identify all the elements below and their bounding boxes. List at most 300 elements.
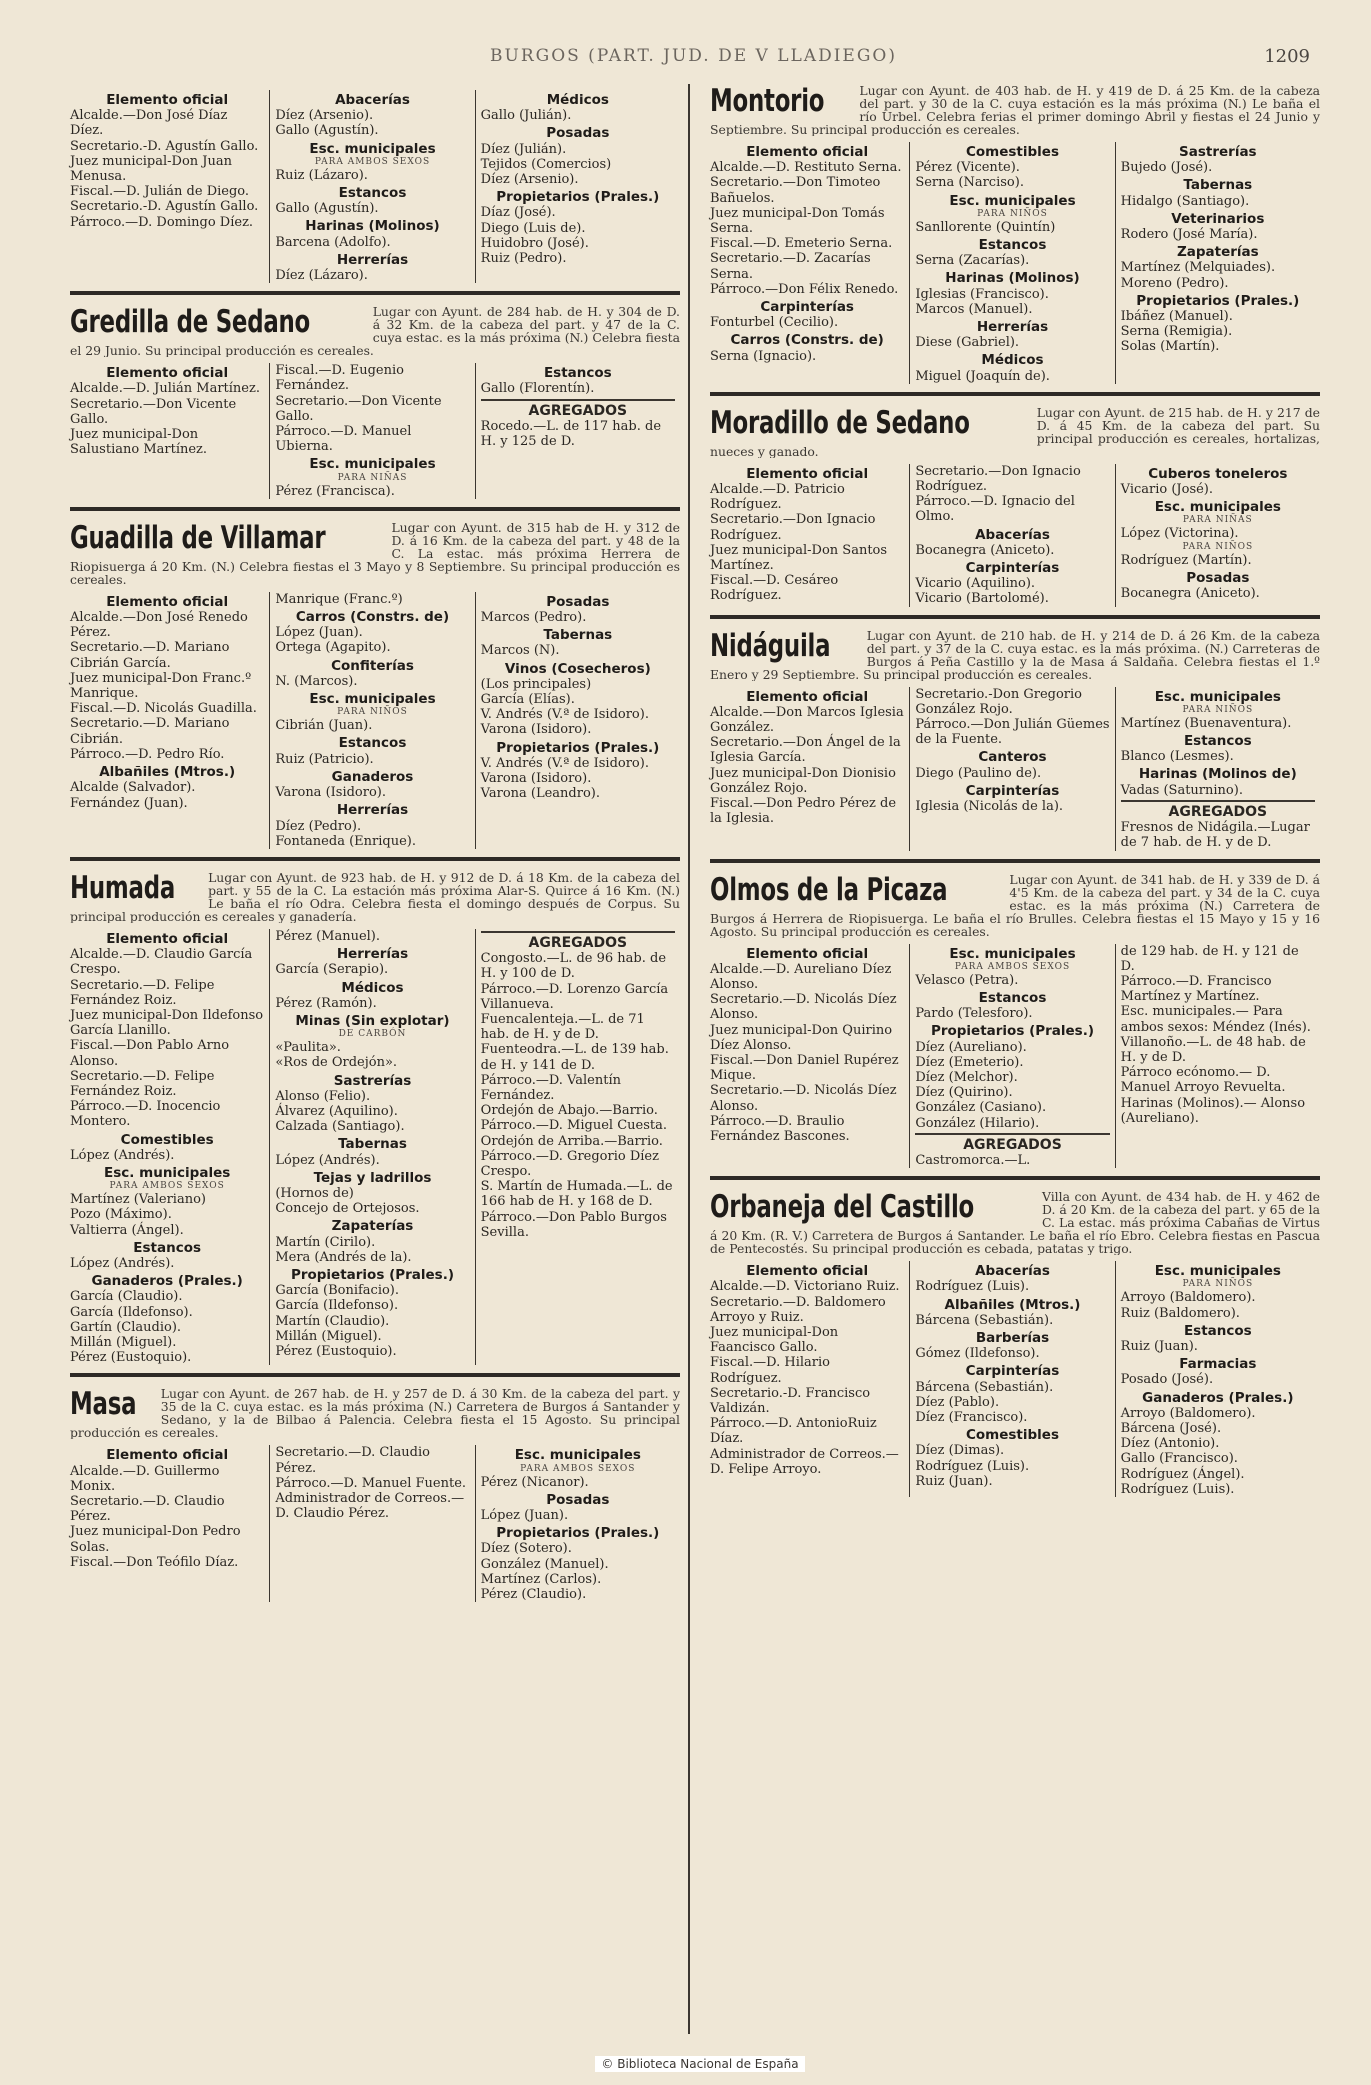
listing-line: Párroco.—D. Inocencio Montero.	[70, 1099, 221, 1130]
category-heading: Sastrerías	[333, 1072, 412, 1089]
entry-separator	[710, 859, 1320, 863]
town-heading	[710, 1190, 1320, 1255]
listing-line: Serna (Zacarías).	[915, 253, 1030, 269]
listing-column	[475, 929, 680, 1365]
category-heading: Esc. municipales	[1154, 499, 1281, 516]
category-heading: Herrerías	[336, 251, 409, 268]
category-heading: Harinas (Molinos)	[305, 218, 440, 235]
category-heading: Zapaterías	[1176, 244, 1259, 261]
listing-line: «Paulita».	[275, 1040, 341, 1056]
listing-line: Vicario (Bartolomé).	[915, 591, 1049, 607]
listing-line: Diego (Luis de).	[480, 220, 586, 236]
category-heading: Cuberos toneleros	[1148, 465, 1288, 482]
category-heading: Estancos	[133, 1239, 202, 1256]
listing-line: Díez (Sotero).	[480, 1541, 572, 1557]
category-heading: Carpinterías	[760, 299, 854, 316]
left-column	[70, 84, 680, 1610]
town-name: Olmos de la Picaza	[710, 872, 948, 908]
listing-column	[269, 90, 474, 283]
listing-line: González (Hilario).	[915, 1115, 1040, 1131]
town-entry	[70, 871, 680, 1365]
listing-line: Secretario.—D. Nicolás Díez Alonso.	[710, 992, 897, 1023]
town-heading	[710, 629, 1320, 681]
town-description: Lugar con Ayunt. de 315 hab de H. y 312 de D. á 16 Km. de la cabeza del part. y 48 de la C. La estac. más próxima Herrera de Riopisuerga á 20 Km. (N.) Celebra fiestas el 3 Mayo y 8 Septiembre. Su principal producción es cereales.	[70, 520, 680, 586]
listing-line: Fonturbel (Cecilio).	[710, 315, 839, 331]
category-heading: Esc. municipales	[309, 691, 436, 708]
listing-line: Párroco.—Don Félix Renedo.	[710, 281, 899, 297]
listing-line: Arroyo (Baldomero).	[1120, 1405, 1256, 1421]
listing-line: Alcalde.—Don Marcos Iglesia González.	[710, 704, 904, 736]
listing-line: Párroco.—Don Pablo Burgos Sevilla.	[480, 1209, 667, 1240]
listing-line: Bárcena (Sebastián).	[915, 1312, 1054, 1328]
listing-line: Congosto.—L. de 96 hab. de H. y 100 de D.	[480, 951, 667, 982]
listing-line: Pérez (Eustoquio).	[275, 1343, 397, 1359]
listing-line: Díez (Pedro).	[275, 818, 362, 834]
listing-line: González (Manuel).	[480, 1556, 609, 1572]
town-entry	[710, 873, 1320, 1169]
listing-line: Martínez (Buenaventura).	[1120, 715, 1292, 731]
category-heading: Elemento oficial	[106, 365, 229, 382]
category-subheading: PARA NIÑOS	[1182, 541, 1254, 552]
category-heading: Harinas (Molinos de)	[1138, 766, 1297, 783]
listing-line: Vicario (José).	[1120, 482, 1214, 498]
category-heading: Elemento oficial	[746, 688, 869, 705]
listing-line: Martín (Claudio).	[275, 1313, 390, 1329]
listing-column	[710, 464, 909, 607]
town-listing	[70, 929, 680, 1365]
category-heading: Elemento oficial	[746, 144, 869, 160]
listing-line: González (Casiano).	[915, 1100, 1047, 1116]
listing-line: Alcalde.—Don José Renedo Pérez.	[70, 610, 248, 641]
category-heading: Esc. municipales	[104, 1164, 231, 1181]
listing-line: Pérez (Manuel).	[275, 928, 381, 944]
listing-line: Gartín (Claudio).	[70, 1319, 182, 1335]
category-heading: Propietarios (Prales.)	[496, 1525, 660, 1542]
listing-line: Díez (Emeterio).	[915, 1054, 1024, 1070]
listing-line: Juez municipal-Don Dionisio González Rojo.	[710, 765, 896, 796]
town-description: Lugar con Ayunt. de 215 hab. de H. y 217 de D. á 45 Km. de la cabeza del part. Su principal producción es cereales, hortalizas, nueces y ganado.	[710, 405, 1320, 458]
category-heading: Esc. municipales	[309, 456, 436, 473]
listing-line: Arroyo (Baldomero).	[1120, 1290, 1256, 1306]
listing-line: Diese (Gabriel).	[915, 335, 1020, 351]
listing-line: Secretario.—Don Ignacio Rodríguez.	[710, 512, 876, 543]
category-heading: Albañiles (Mtros.)	[99, 764, 236, 781]
category-heading: Ganaderos	[331, 768, 414, 785]
listing-line: Diego (Paulino de).	[915, 765, 1042, 781]
category-heading: Carros (Constrs. de)	[730, 332, 884, 349]
listing-line: Secretario.—Don Vicente Gallo.	[70, 396, 237, 427]
listing-line: Secretario.—Don Ángel de la Iglesia García.	[710, 735, 901, 766]
entry-separator	[70, 291, 680, 295]
listing-line: Secretario.-Don Gregorio González Rojo.	[915, 686, 1082, 717]
listing-column	[70, 592, 269, 849]
listing-line: Blanco (Lesmes).	[1120, 749, 1234, 765]
listing-column	[475, 1445, 680, 1602]
category-heading: Propietarios (Prales.)	[1136, 292, 1300, 309]
entry-separator	[70, 1373, 680, 1377]
listing-line: Fiscal.—D. Emeterio Serna.	[710, 236, 893, 252]
listing-line: Párroco ecónomo.— D. Manuel Arroyo Revuelta.	[1120, 1065, 1286, 1096]
town-name: Moradillo de Sedano	[710, 405, 970, 441]
listing-line: Díez (Pablo).	[915, 1394, 1000, 1410]
listing-line: García (Claudio).	[70, 1289, 183, 1305]
category-heading: Posadas	[546, 125, 610, 142]
listing-line: Fontaneda (Enrique).	[275, 833, 416, 849]
listing-line: Varona (Isidoro).	[480, 771, 592, 787]
listing-line: Párroco.—D. Gregorio Díez Crespo.	[480, 1148, 659, 1179]
listing-line: Martínez (Carlos).	[480, 1571, 602, 1587]
listing-line: Gallo (Julián).	[480, 108, 572, 124]
category-heading: Estancos	[338, 185, 407, 202]
category-heading: Confiterías	[331, 657, 414, 674]
listing-line: S. Martín de Humada.—L. de 166 hab de H. y 168 de D.	[480, 1179, 673, 1210]
listing-line: Juez municipal-Don Pedro Solas.	[70, 1524, 241, 1555]
listing-line: Administrador de Correos.—D. Claudio Pérez.	[275, 1491, 465, 1522]
listing-line: Alcalde.—D. Aureliano Díez Alonso.	[710, 961, 892, 992]
listing-column	[710, 1261, 909, 1497]
town-heading	[710, 873, 1320, 938]
footer	[550, 2057, 850, 2071]
listing-line: Pérez (Vicente).	[915, 160, 1020, 176]
category-subheading: PARA NIÑOS	[1182, 704, 1254, 715]
listing-line: Alcalde (Salvador).	[70, 780, 196, 796]
town-listing	[710, 944, 1320, 1169]
listing-line: Fresnos de Nidágila.—Lugar de 7 hab. de H. y de D.	[1120, 820, 1310, 851]
listing-line: Díez (Arsenio).	[275, 108, 374, 124]
town-entry	[710, 1190, 1320, 1497]
category-subheading: PARA AMBOS SEXOS	[520, 1463, 636, 1474]
listing-column	[710, 687, 909, 851]
agregados-heading: AGREGADOS	[1121, 800, 1315, 820]
listing-line: Administrador de Correos.—D. Felipe Arroyo.	[710, 1446, 899, 1477]
listing-line: Varona (Isidoro).	[275, 785, 386, 801]
listing-column	[909, 464, 1114, 607]
listing-line: Varona (Leandro).	[480, 786, 600, 802]
page-header	[70, 46, 1320, 72]
entry-separator	[710, 1176, 1320, 1180]
listing-line: Martínez (Valeriano)	[70, 1192, 206, 1208]
listing-line: Secretario.-D. Agustín Gallo.	[70, 199, 259, 215]
listing-line: López (Andrés).	[70, 1255, 175, 1271]
listing-column	[909, 944, 1114, 1169]
listing-column	[475, 90, 680, 283]
listing-line: Juez municipal-Don Tomás Serna.	[710, 205, 885, 237]
category-heading: Posadas	[546, 1491, 610, 1508]
listing-line: Díez (Lázaro).	[275, 268, 368, 284]
category-heading: Propietarios (Prales.)	[930, 1023, 1095, 1040]
listing-line: Secretario.—Don Timoteo Bañuelos.	[710, 175, 881, 206]
town-heading	[70, 521, 680, 586]
category-heading: Esc. municipales	[949, 945, 1076, 962]
listing-line: Varona (Isidoro).	[480, 722, 592, 738]
category-subheading: PARA AMBOS SEXOS	[109, 1181, 225, 1192]
listing-column	[909, 1261, 1114, 1497]
town-name: Masa	[70, 1387, 137, 1423]
category-heading: Harinas (Molinos)	[945, 270, 1080, 287]
town-entry	[710, 406, 1320, 607]
listing-line: Secretario.—Don Vicente Gallo.	[275, 393, 442, 424]
listing-line: Bárcena (Sebastián).	[915, 1379, 1054, 1395]
listing-column	[475, 363, 680, 499]
town-listing	[70, 1445, 680, 1602]
listing-line: Ruiz (Lázaro).	[275, 167, 368, 183]
listing-line: Díez (Antonio).	[1120, 1436, 1220, 1452]
town-listing	[710, 142, 1320, 384]
town-heading	[70, 1387, 680, 1439]
listing-line: Álvarez (Aquilino).	[275, 1103, 398, 1119]
listing-line: Valtierra (Ángel).	[70, 1222, 184, 1238]
listing-column	[1115, 687, 1320, 851]
town-name: Gredilla de Sedano	[70, 305, 311, 341]
credit-text: © Biblioteca Nacional de España	[595, 2056, 804, 2072]
category-heading: Abacerías	[975, 526, 1050, 543]
town-heading	[710, 84, 1320, 136]
listing-line: Vadas (Saturnino).	[1120, 782, 1243, 798]
listing-line: Millán (Miguel).	[275, 1328, 382, 1344]
listing-line: Serna (Ignacio).	[710, 348, 817, 364]
listing-line: Párroco.—D. Pedro Río.	[70, 746, 225, 762]
category-heading: Tabernas	[338, 1136, 407, 1153]
listing-column	[70, 1445, 269, 1602]
town-listing	[70, 363, 680, 499]
town-listing	[70, 90, 680, 283]
town-listing	[710, 1261, 1320, 1497]
listing-line: Pérez (Claudio).	[480, 1587, 587, 1603]
category-subheading: PARA AMBOS SEXOS	[954, 961, 1071, 972]
category-subheading: PARA NIÑAS	[337, 472, 408, 483]
listing-line: Díaz (José).	[480, 205, 556, 221]
listing-line: Díez (Quirino).	[915, 1085, 1013, 1101]
category-heading: Esc. municipales	[514, 1447, 641, 1464]
category-heading: Ganaderos (Prales.)	[1142, 1389, 1294, 1406]
listing-line: Juez municipal-Don Faancisco Gallo.	[710, 1324, 839, 1356]
running-title: BURGOS (PART. JUD. DE V LLADIEGO)	[490, 46, 897, 66]
listing-line: López (Andrés).	[275, 1152, 380, 1168]
listing-line: Fiscal.—D. Hilario Rodríguez.	[710, 1355, 830, 1386]
category-heading: Estancos	[543, 365, 612, 382]
town-description: Lugar con Ayunt. de 210 hab. de H. y 214 de D. á 26 Km. de la cabeza del part. y 37 de la C. cuya estac. es la más próxima. (N.) Carreteras de Burgos á Peña Castillo y la de Masa á Saldaña. Celebra fiestas el 1.º Enero y 29 Septiembre. Su principal producción es cereales.	[710, 628, 1320, 681]
listing-column	[1115, 464, 1320, 607]
listing-column	[1115, 142, 1320, 384]
category-subheading: PARA NIÑOS	[1182, 1279, 1254, 1290]
category-heading: Herrerías	[336, 802, 409, 819]
listing-line: Ortega (Agapito).	[275, 640, 391, 656]
listing-line: Concejo de Ortejosos.	[275, 1201, 420, 1217]
listing-line: Secretario.—D. Zacarías Serna.	[710, 251, 871, 282]
town-description: Lugar con Ayunt. de 267 hab. de H. y 257 de D. á 30 Km. de la cabeza del part. y 35 de la C. cuya estac. es la más próxima (N.) Carretera de Burgos á Santander y Sedano, y la de Bilbao á Palencia. Celebra fiesta el 15 Agosto. Su principal producción es cereales.	[70, 1387, 680, 1440]
listing-line: Ruiz (Baldomero).	[1120, 1305, 1240, 1321]
listing-line: Díez (Aureliano).	[915, 1039, 1027, 1055]
town-description: Lugar con Ayunt. de 923 hab. de H. y 912 de D. á 18 Km. de la cabeza del part. y 55 de la C. La estación más próxima Alar-S. Quirce á 16 Km. (N.) Le baña el río Odra. Celebra fiesta el domingo después de Corpus. Su principal producción es cereales y ganadería.	[70, 870, 680, 923]
listing-line: V. Andrés (V.ª de Isidoro).	[480, 755, 649, 771]
listing-line: Bocanegra (Aniceto).	[915, 542, 1055, 558]
listing-line: Díez (Melchor).	[915, 1069, 1018, 1085]
listing-line: Alcalde.—D. Claudio García Crespo.	[70, 947, 253, 978]
listing-line: Rodríguez (Luis).	[915, 1279, 1030, 1295]
listing-line: Pardo (Telesforo).	[915, 1006, 1033, 1022]
listing-line: Ibáñez (Manuel).	[1120, 309, 1233, 325]
listing-line: Gómez (Ildefonso).	[915, 1346, 1040, 1362]
town-name: Humada	[70, 870, 176, 906]
listing-line: López (Victorina).	[1120, 526, 1239, 542]
category-heading: Estancos	[978, 989, 1047, 1006]
listing-line: Secretario.—D. Claudio Pérez.	[70, 1494, 225, 1525]
listing-line: Mera (Andrés de la).	[275, 1249, 412, 1265]
listing-column	[710, 944, 909, 1169]
listing-line: V. Andrés (V.ª de Isidoro).	[480, 707, 649, 723]
listing-line: Párroco.—D. Valentín Fernández.	[480, 1072, 621, 1103]
listing-line: N. (Marcos).	[275, 673, 358, 689]
town-listing	[710, 464, 1320, 607]
listing-column	[710, 142, 909, 384]
category-heading: Comestibles	[120, 1131, 214, 1148]
category-heading: Barberías	[975, 1329, 1050, 1346]
listing-line: Calzada (Santiago).	[275, 1119, 405, 1135]
listing-column	[475, 592, 680, 849]
agregados-heading: AGREGADOS	[481, 931, 675, 951]
category-heading: Albañiles (Mtros.)	[944, 1296, 1081, 1313]
listing-line: Castromorca.—L.	[915, 1152, 1031, 1168]
category-subheading: PARA NIÑOS	[337, 707, 408, 718]
category-heading: Propietarios (Prales.)	[290, 1266, 455, 1283]
listing-line: Juez municipal-Don Juan Menusa.	[70, 153, 233, 185]
listing-line: Secretario.-D. Agustín Gallo.	[70, 138, 259, 154]
category-heading: Farmacias	[1179, 1356, 1257, 1373]
listing-line: Moreno (Pedro).	[1120, 275, 1229, 291]
listing-line: García (Ildefonso).	[275, 1298, 399, 1314]
listing-line: Rodríguez (Luis).	[915, 1458, 1030, 1474]
category-heading: Elemento oficial	[106, 930, 229, 947]
listing-line: Rodríguez (Luis).	[1120, 1481, 1235, 1497]
right-column	[710, 84, 1320, 1505]
listing-line: Secretario.—D. Mariano Cibrián García.	[70, 640, 230, 671]
listing-line: Barcena (Adolfo).	[275, 234, 391, 250]
listing-line: Sanllorente (Quintín)	[915, 219, 1056, 235]
listing-line: Rodero (José María).	[1120, 227, 1258, 243]
category-heading: Elemento oficial	[106, 1447, 229, 1464]
category-heading: Herrerías	[336, 946, 409, 963]
category-heading: Carpinterías	[965, 782, 1060, 799]
listing-line: Fiscal.—D. Eugenio Fernández.	[275, 363, 404, 394]
town-description: Villa con Ayunt. de 434 hab. de H. y 462 de D. á 20 Km. de la cabeza del part. y 65 de la C. La estac. más próxima Cabañas de Virtus á 20 Km. (R. V.) Carretera de Burgos á Santander. Le baña el río Ebro. Celebra fiestas en Pascua de Pentecostés. Su principal producción es cebada, patatas y trigo.	[710, 1190, 1320, 1256]
category-heading: Vinos (Cosecheros)	[504, 660, 651, 677]
listing-line: Miguel (Joaquín de).	[915, 368, 1050, 384]
listing-line: Secretario.—Don Ignacio Rodríguez.	[915, 463, 1081, 495]
listing-line: (Hornos de)	[275, 1185, 354, 1201]
listing-line: Pozo (Máximo).	[70, 1207, 172, 1223]
listing-column	[70, 929, 269, 1365]
category-heading: Esc. municipales	[1154, 1263, 1281, 1280]
category-heading: Estancos	[1183, 1322, 1252, 1339]
category-heading: Elemento oficial	[106, 92, 229, 108]
listing-line: «Ros de Ordejón».	[275, 1055, 398, 1071]
listing-line: Esc. municipales.— Para ambos sexos: Méndez (Inés).	[1120, 1004, 1311, 1035]
listing-line: Fuencalenteja.—L. de 71 hab. de H. y de D.	[480, 1011, 645, 1043]
listing-line: Serna (Remigia).	[1120, 324, 1233, 340]
category-heading: Minas (Sin explotar)	[295, 1012, 450, 1029]
category-heading: Tejas y ladrillos	[313, 1169, 432, 1186]
town-entry	[70, 521, 680, 849]
category-heading: Estancos	[978, 237, 1047, 254]
listing-column	[70, 363, 269, 499]
category-heading: Elemento oficial	[746, 465, 869, 482]
listing-line: Párroco.—D. AntonioRuiz Díaz.	[710, 1416, 877, 1447]
agregados-heading: AGREGADOS	[481, 399, 675, 419]
category-heading: Médicos	[546, 92, 609, 108]
town-name: Montorio	[710, 84, 825, 119]
listing-line: Iglesias (Francisco).	[915, 286, 1049, 302]
listing-column	[1115, 944, 1320, 1169]
category-heading: Comestibles	[965, 1427, 1059, 1444]
category-heading: Posadas	[1186, 569, 1250, 586]
category-heading: Canteros	[978, 749, 1047, 766]
category-subheading: DE CARBÓN	[338, 1029, 407, 1040]
category-heading: Abacerías	[975, 1263, 1050, 1280]
town-name: Orbaneja del Castillo	[710, 1190, 975, 1226]
listing-column	[269, 363, 474, 499]
listing-line: Fiscal.—Don Daniel Rupérez Mique.	[710, 1052, 899, 1084]
listing-line: Alonso (Felio).	[275, 1088, 371, 1104]
town-entry	[70, 1387, 680, 1602]
listing-line: García (Elías).	[480, 692, 575, 708]
listing-line: Secretario.—D. Felipe Fernández Roiz.	[70, 1068, 215, 1099]
category-heading: Propietarios (Prales.)	[496, 189, 660, 206]
category-heading: Médicos	[341, 979, 404, 996]
listing-line: Harinas (Molinos).— Alonso (Aureliano).	[1120, 1095, 1306, 1126]
category-subheading: PARA NIÑAS	[1182, 515, 1253, 526]
listing-line: Secretario.—D. Nicolás Díez Alonso.	[710, 1083, 897, 1114]
listing-line: Ruiz (Juan).	[1120, 1338, 1198, 1354]
listing-line: Velasco (Petra).	[915, 972, 1019, 988]
listing-line: Fernández (Juan).	[70, 795, 188, 811]
category-heading: Estancos	[338, 735, 407, 752]
listing-line: Pérez (Nicanor).	[480, 1474, 589, 1490]
category-heading: Esc. municipales	[309, 140, 436, 157]
listing-line: Párroco.—D. Braulio Fernández Bascones.	[710, 1113, 850, 1144]
listing-line: Párroco.—D. Miguel Cuesta.	[480, 1118, 667, 1134]
category-heading: Carros (Constrs. de)	[295, 609, 450, 626]
listing-line: Iglesia (Nicolás de la).	[915, 799, 1064, 815]
category-heading: Comestibles	[965, 144, 1059, 160]
listing-line: Párroco.—D. Ignacio del Olmo.	[915, 494, 1075, 525]
category-heading: Posadas	[546, 593, 610, 610]
category-subheading: PARA NIÑOS	[977, 208, 1048, 219]
page-number: 1209	[1264, 46, 1310, 67]
listing-column	[269, 592, 474, 849]
listing-line: Marcos (Pedro).	[480, 610, 587, 626]
town-listing	[70, 592, 680, 849]
listing-line: Juez municipal-Don Ildefonso García Llanillo.	[70, 1007, 264, 1039]
listing-line: Bárcena (José).	[1120, 1420, 1222, 1436]
listing-line: Alcalde.—D. Restituto Serna.	[710, 160, 902, 176]
listing-line: Párroco.—D. Manuel Fuente.	[275, 1475, 467, 1491]
listing-line: López (Juan).	[275, 625, 363, 641]
listing-line: Juez municipal-Don Santos Martínez.	[710, 542, 888, 574]
listing-line: Párroco.—D. Domingo Díez.	[70, 214, 254, 230]
entry-separator	[710, 615, 1320, 619]
town-entry	[710, 84, 1320, 384]
listing-column	[269, 929, 474, 1365]
listing-line: Gallo (Agustín).	[275, 201, 379, 217]
listing-line: Secretario.—D. Felipe Fernández Roiz.	[70, 977, 215, 1008]
town-description: Lugar con Ayunt. de 284 hab. de H. y 304 de D. á 32 Km. de la cabeza del part. y 47 de la C. cuya estac. es la más próxima (N.) Celebra fiesta el 29 Junio. Su principal producción es cereales.	[70, 305, 680, 358]
listing-line: García (Bonifacio).	[275, 1283, 400, 1299]
town-entry	[710, 629, 1320, 851]
listing-column	[269, 1445, 474, 1602]
entry-separator	[70, 507, 680, 511]
listing-line: Ruiz (Patricio).	[275, 751, 374, 767]
listing-line: Pérez (Ramón).	[275, 995, 377, 1011]
